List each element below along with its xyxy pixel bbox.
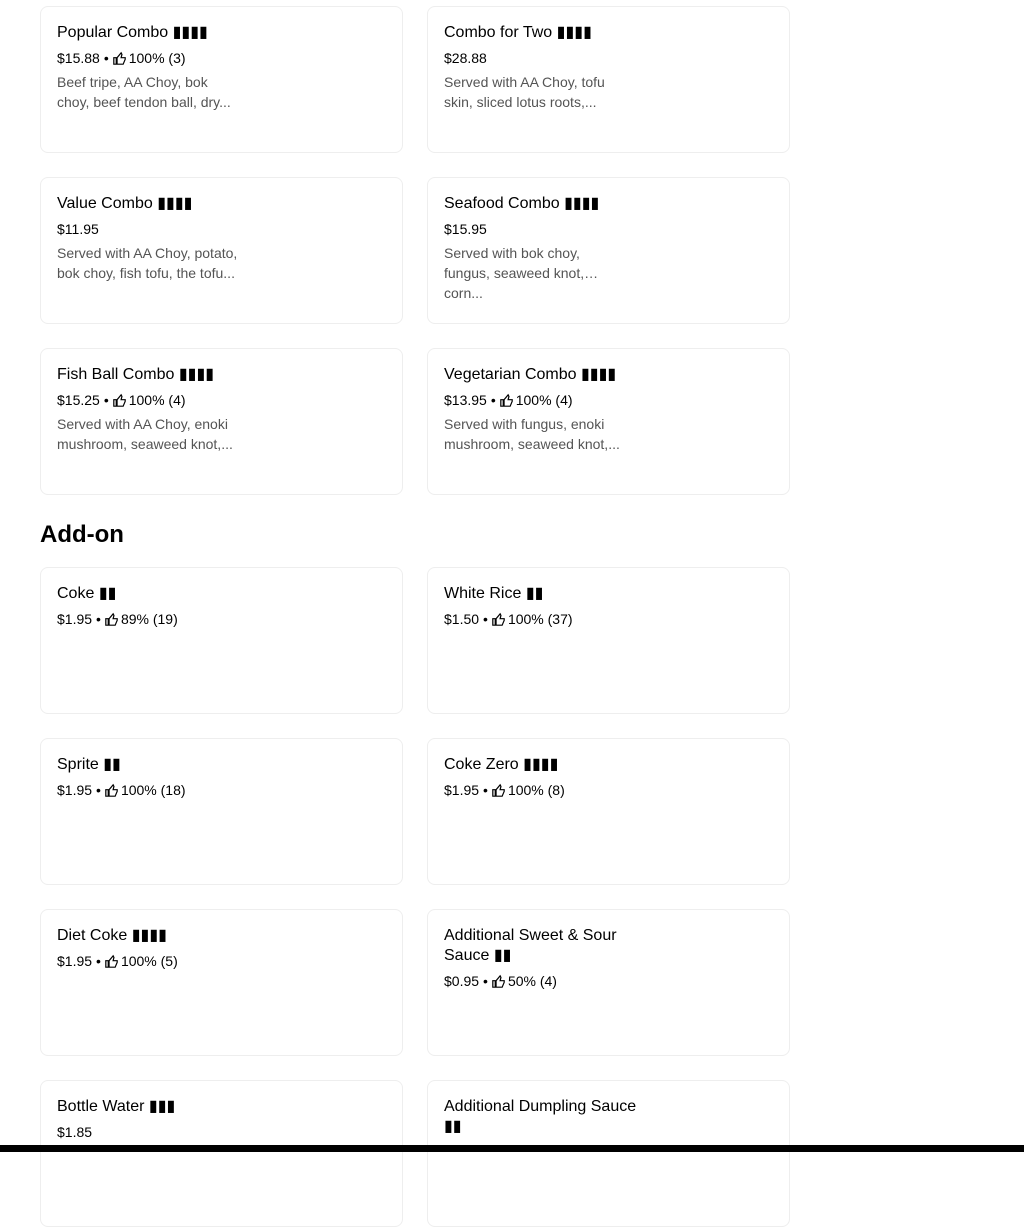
item-title: Coke Zero ▮▮▮▮ [444,756,559,773]
item-rating: 100% (18) [120,782,186,798]
menu-item-card[interactable] [40,177,403,324]
separator-dot: • [483,782,488,798]
item-title: Sprite ▮▮ [57,756,121,773]
item-description: Served with fungus, enoki mushroom, seaweed knot,... [444,416,620,452]
separator-dot: • [96,611,101,627]
menu-item-card[interactable] [40,909,403,1056]
item-description: Served with bok choy, fungus, seaweed knot, corn... [444,245,585,301]
item-meta [57,219,386,239]
separator-dot: • [103,50,109,66]
thumbs-up-icon [492,975,505,988]
thumbs-up-icon [113,52,126,65]
item-title: Combo for Two ▮▮▮▮ [444,24,592,41]
item-description: Served with AA Choy, tofu skin, sliced lotus roots,... [444,74,605,110]
menu-item-card[interactable] [427,738,790,885]
item-title: Fish Ball Combo ▮▮▮▮ [57,366,215,383]
menu-item-card[interactable] [427,567,790,714]
menu-item-card[interactable] [427,909,790,1056]
item-rating: 100% (4) [128,392,186,408]
item-price: $1.95 [57,782,93,798]
thumbs-up-icon [105,955,118,968]
item-rating: 100% (8) [507,782,565,798]
item-price: $13.95 [444,392,487,408]
item-description: Served with AA Choy, enoki mushroom, seaweed knot,... [57,416,233,452]
item-title: Vegetarian Combo ▮▮▮▮ [444,366,617,383]
item-meta [57,48,386,68]
item-title: Seafood Combo ▮▮▮▮ [444,195,600,212]
item-title: Diet Coke ▮▮▮▮ [57,927,167,944]
item-title: Coke ▮▮ [57,585,117,602]
menu-item-card[interactable] [427,348,790,495]
item-meta [444,219,773,239]
item-meta [444,390,773,410]
item-meta [444,48,773,68]
item-meta [444,609,773,629]
menu-item-card[interactable] [40,1080,403,1227]
item-price: $28.88 [444,50,487,66]
separator-dot: • [96,782,101,798]
item-meta [444,780,773,800]
item-title: Additional Dumpling Sauce ▮▮ [444,1098,637,1135]
item-rating: 100% (37) [507,611,573,627]
item-title: Popular Combo ▮▮▮▮ [57,24,208,41]
item-meta [57,390,386,410]
item-title: Additional Sweet & Sour Sauce ▮▮ [444,927,617,964]
item-price: $15.88 [57,50,100,66]
separator-dot: • [490,392,496,408]
item-price: $1.95 [444,782,480,798]
separator-dot: • [483,611,488,627]
separator-dot: • [483,973,488,989]
thumbs-up-icon [500,394,513,407]
item-rating: 100% (4) [515,392,573,408]
item-rating: 100% (5) [120,953,178,969]
item-rating: 89% (19) [120,611,178,627]
item-price: $15.25 [57,392,100,408]
item-rating: 100% (3) [128,50,186,66]
thumbs-up-icon [492,784,505,797]
menu-item-card[interactable] [427,6,790,153]
addon-grid [40,567,790,1227]
combo-grid [40,6,790,495]
item-title: Bottle Water ▮▮▮ [57,1098,176,1115]
thumbs-up-icon [105,613,118,626]
item-meta [57,951,386,971]
separator-dot: • [103,392,109,408]
menu-item-card[interactable] [40,348,403,495]
thumbs-up-icon [492,613,505,626]
item-meta [57,780,386,800]
menu-item-card[interactable] [40,738,403,885]
item-meta [57,1122,386,1142]
item-rating: 50% (4) [507,973,557,989]
item-title: Value Combo ▮▮▮▮ [57,195,193,212]
thumbs-up-icon [113,394,126,407]
item-meta [57,609,386,629]
item-price: $11.95 [57,221,99,237]
item-price: $1.85 [57,1124,93,1140]
menu-item-card[interactable] [40,567,403,714]
item-price: $15.95 [444,221,487,237]
item-price: $1.95 [57,953,93,969]
item-price: $1.95 [57,611,93,627]
item-price: $0.95 [444,973,480,989]
item-description: Beef tripe, AA Choy, bok choy, beef tendon ball, dry... [57,74,231,110]
item-title: White Rice ▮▮ [444,585,544,602]
menu-item-card[interactable] [427,177,790,324]
item-price: $1.50 [444,611,480,627]
separator-dot: • [96,953,101,969]
item-meta [444,971,773,991]
item-description: Served with AA Choy, potato, bok choy, fish tofu, the tofu... [57,245,238,281]
section-title-add-on: Add-on [40,521,124,548]
menu-item-card[interactable] [40,6,403,153]
menu-item-card[interactable] [427,1080,790,1227]
thumbs-up-icon [105,784,118,797]
bottom-edge-bar [0,1145,1024,1152]
